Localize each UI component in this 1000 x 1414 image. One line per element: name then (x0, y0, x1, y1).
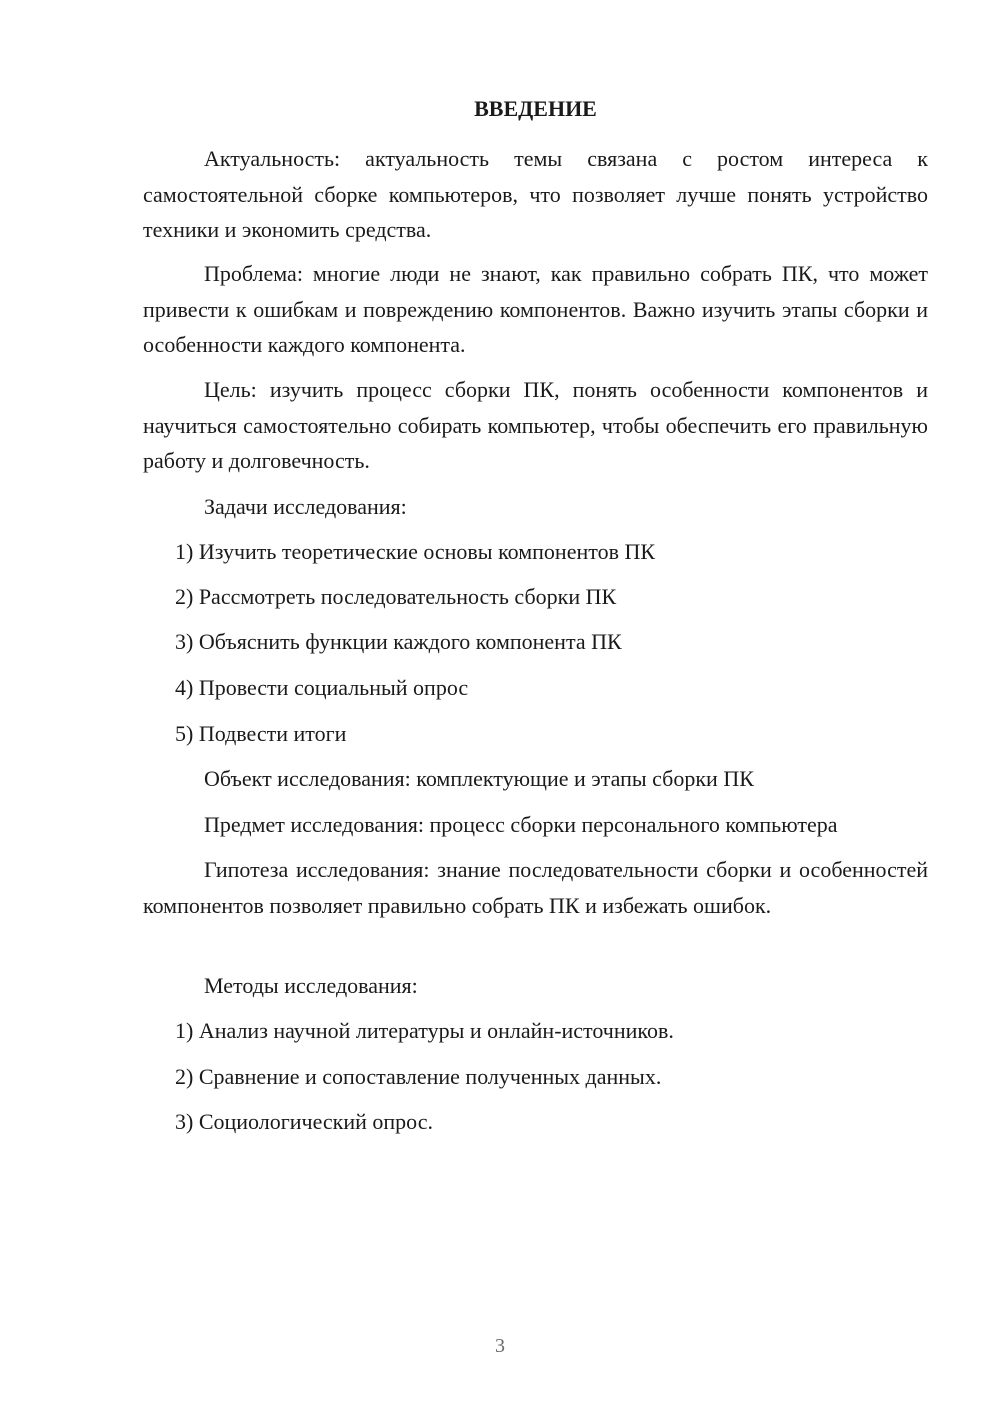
method-item: 3) Социологический опрос. (175, 1109, 433, 1134)
research-subject: Предмет исследования: процесс сборки персонального компьютера (204, 812, 838, 837)
research-object: Объект исследования: комплектующие и этапы сборки ПК (204, 766, 754, 791)
page-number: 3 (495, 1335, 505, 1357)
page-title: ВВЕДЕНИЕ (474, 96, 597, 121)
task-item: 5) Подвести итоги (175, 721, 347, 746)
task-item: 1) Изучить теоретические основы компонентов ПК (175, 539, 656, 564)
goal-paragraph: Цель: изучить процесс сборки ПК, понять особенности компонентов и научиться самостоятельно собирать компьютер, чтобы обеспечить его правильную работу и долговечность. (143, 377, 928, 473)
task-item: 2) Рассмотреть последовательность сборки ПК (175, 584, 617, 609)
task-item: 4) Провести социальный опрос (175, 675, 469, 700)
hypothesis-paragraph: Гипотеза исследования: знание последовательности сборки и особенностей компонентов позволяет правильно собрать ПК и избежать ошибок. (143, 857, 928, 918)
methods-heading: Методы исследования: (204, 973, 418, 998)
problem-paragraph: Проблема: многие люди не знают, как правильно собрать ПК, что может привести к ошибкам и повреждению компонентов. Важно изучить этапы сборки и особенности каждого компонента. (143, 261, 928, 357)
relevance-paragraph: Актуальность: актуальность темы связана с ростом интереса к самостоятельной сборке компьютеров, что позволяет лучше понять устройство техники и экономить средства. (143, 146, 928, 242)
method-item: 1) Анализ научной литературы и онлайн-источников. (175, 1018, 674, 1043)
task-item: 3) Объяснить функции каждого компонента ПК (175, 629, 622, 654)
method-item: 2) Сравнение и сопоставление полученных данных. (175, 1064, 662, 1089)
tasks-heading: Задачи исследования: (204, 494, 407, 519)
